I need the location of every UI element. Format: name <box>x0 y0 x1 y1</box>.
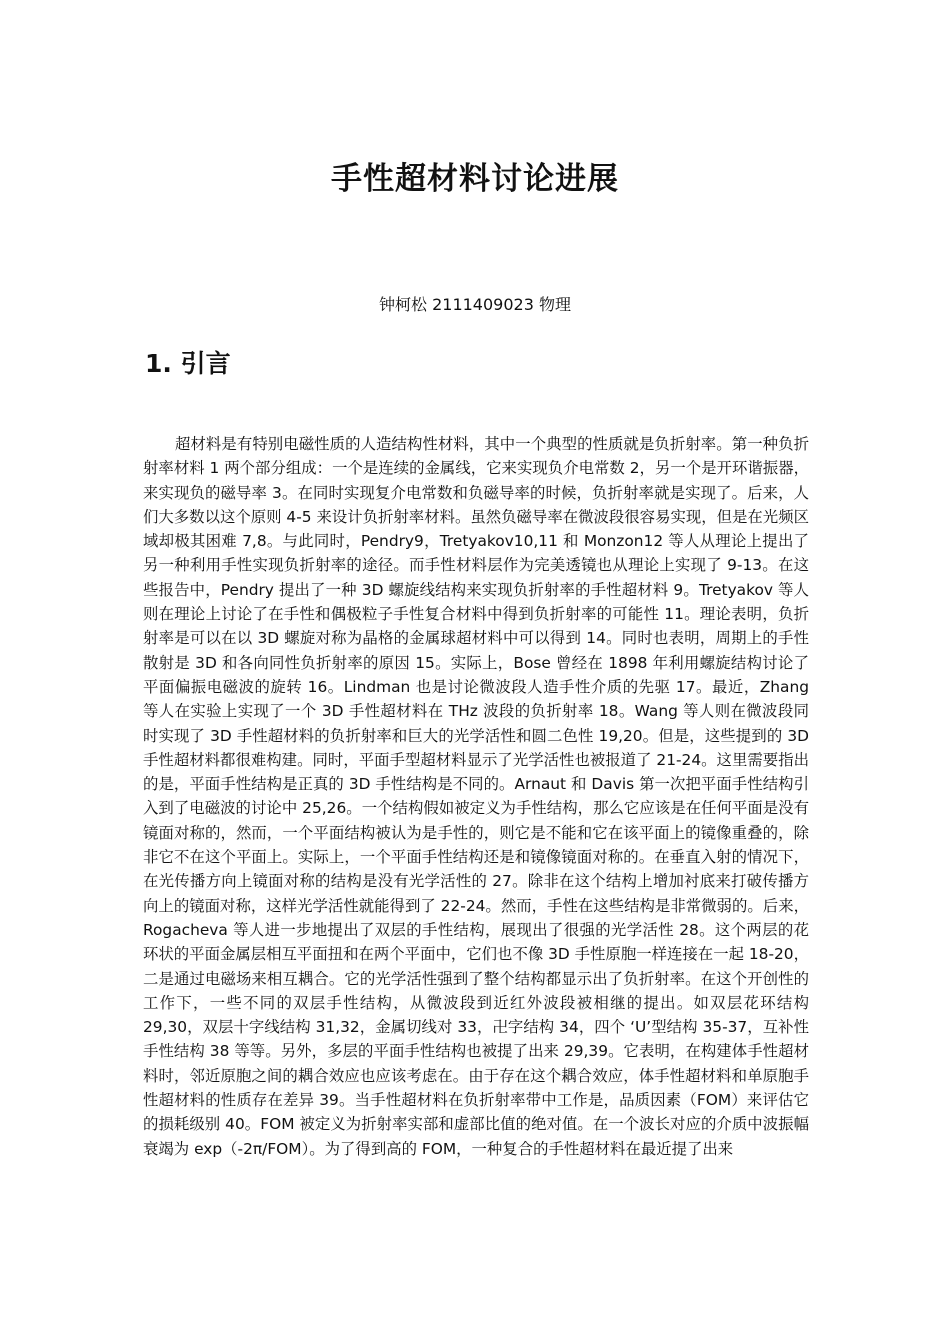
author-line: 钟柯松 2111409023 物理 <box>379 295 571 314</box>
document-title: 手性超材料讨论进展 <box>331 161 619 197</box>
introduction-paragraph: 超材料是有特别电磁性质的人造结构性材料，其中一个典型的性质就是负折射率。第一种负折射率材料 1 两个部分组成：一个是连续的金属线，它来实现负介电常数 2，另一个是开环谐振器，来实现负的磁导率 3。在同时实现复介电常数和负磁导率的时候，负折射率就是实现了。后来，人们大多数以这个原则 4-5 来设计负折射率材料。虽然负磁导率在微波段很容易实现，但是在光频区域却极其困难 7,8。与此同时，Pendry9，Tretyakov10,11 和 Monzon12 等人从理论上提出了另一种利用手性实现负折射率的途径。而手性材料层作为完美透镜也从理论上实现了 9-13。在这些报告中，Pendry 提出了一种 3D 螺旋线结构来实现负折射率的手性超材料 9。Tretyakov 等人则在理论上讨论了在手性和偶极粒子手性复合材料中得到负折射率的可能性 11。理论表明，负折射率是可以在以 3D 螺旋对称为晶格的金属球超材料中可以得到 14。同时也表明，周期上的手性散射是 3D 和各向同性负折射率的原因 15。实际上，Bose 曾经在 1898 年利用螺旋结构讨论了平面偏振电磁波的旋转 16。Lindman 也是讨论微波段人造手性介质的先驱 17。最近，Zhang 等人在实验上实现了一个 3D 手性超材料在 THz 波段的负折射率 18。Wang 等人则在微波段同时实现了 3D 手性超材料的负折射率和巨大的光学活性和圆二色性 19,20。但是，这些提到的 3D 手性超材料都很难构建。同时，平面手型超材料显示了光学活性也被报道了 21-24。这里需要指出的是，平面手性结构是正真的 3D 手性结构是不同的。Arnaut 和 Davis 第一次把平面手性结构引入到了电磁波的讨论中 25,26。一个结构假如被定义为手性结构，那么它应该是在任何平面是没有镜面对称的，然而，一个平面结构被认为是手性的，则它是不能和它在该平面上的镜像重叠的，除非它不在这个平面上。实际上，一个平面手性结构还是和镜像镜面对称的。在垂直入射的情况下，在光传播方向上镜面对称的结构是没有光学活性的 27。除非在这个结构上增加衬底来打破传播方向上的镜面对称，这样光学活性就能得到了 22-24。然而，手性在这些结构是非常微弱的。后来，Rogacheva 等人进一步地提出了双层的手性结构，展现出了很强的光学活性 28。这个两层的花环状的平面金属层相互平面扭和在两个平面中，它们也不像 3D 手性原胞一样连接在一起 18-20，二是通过电磁场来相互耦合。它的光学活性强到了整个结构都显示出了负折射率。在这个开创性的工作下，一些不同的双层手性结构，从微波段到近红外波段被相继的提出。如双层花环结构 29,30，双层十字线结构 31,32，金属切线对 33，卍字结构 34，四个 ‘U’型结构 35-37，互补性手性结构 38 等等。另外，多层的平面手性结构也被提了出来 29,39。它表明，在构建体手性超材料时，邻近原胞之间的耦合效应也应该考虑在。由于存在这个耦合效应，体手性超材料和单原胞手性超材料的性质存在差异 39。当手性超材料在负折射率带中工作是，品质因素（FOM）来评估它的损耗级别 40。FOM 被定义为折射率实部和虚部比值的绝对值。在一个波长对应的介质中波振幅衰竭为 exp（-2π/FOM）。为了得到高的 FOM，一种复合的手性超材料在最近提了出来 <box>143 435 809 1158</box>
section-heading-introduction: 1. 引言 <box>145 349 231 378</box>
